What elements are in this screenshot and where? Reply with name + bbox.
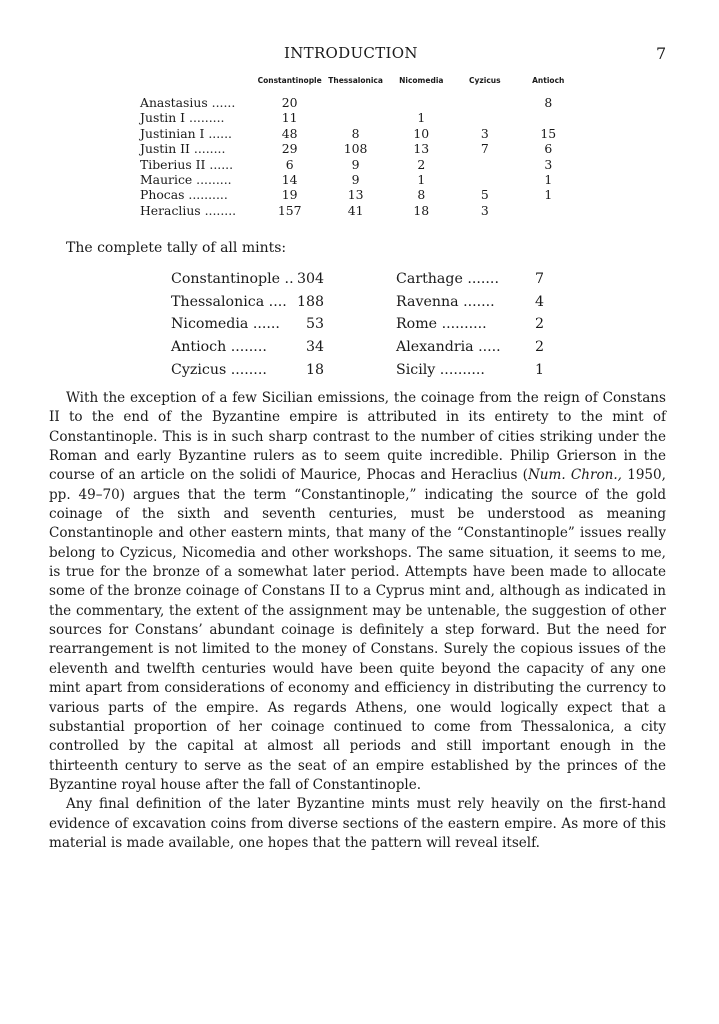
table-cell: 6	[285, 156, 294, 172]
table-cell: 13	[347, 187, 364, 203]
list-item	[396, 268, 544, 291]
mint-count: 304	[297, 271, 325, 288]
mint-count: 188	[297, 293, 325, 310]
mints-by-emperor-table	[140, 76, 580, 218]
table-cell: 20	[281, 95, 298, 110]
table-cell	[322, 110, 390, 125]
table-cell: 9	[351, 172, 360, 188]
running-head	[0, 44, 719, 64]
table-row	[140, 157, 580, 172]
mint-name: Thessalonica ....	[171, 293, 287, 310]
list-item	[171, 291, 324, 314]
table-row	[140, 141, 580, 156]
emperor-column-header	[140, 76, 258, 95]
mint-count: 2	[534, 316, 544, 333]
paragraph-text: 1950, pp. 49–70) argues that the term “Constantinople,” indicating the source of the gold coinage of the sixth and seventh centuries, must be understood as meaning Constantinople and other eastern mints, that many of the “Constantinople” issues really belong to Cyzicus, Nicomedia and other workshops. The same situation, it seems to me, is true for the bronze of a somewhat later period. Attempts have been made to allocate some of the bronze coinage of Constans II to a Cyprus mint and, although as indicated in the commentary, the extent of the assignment may be untenable, the suggestion of other sources for Constans’ abundant coinage is definitely a step forward. But the need for rearrangement is not limited to the money of Constans. Surely the copious issues of the eleventh and twelfth centuries would have been quite beyond the capacity of any one mint apart from considerations of economy and efficiency in distributing the currency to various parts of the empire. As regards Athens, one would logically expect that a substantial proportion of her coinage continued to come from Thessalonica, a city controlled by the capital at almost all periods and still important enough in the thirteenth century to serve as the seat of an empire established by the princes of the Byzantine royal house after the fall of Constantinople.	[49, 467, 666, 793]
column-header: Nicomedia	[399, 76, 444, 85]
mint-name: Nicomedia ......	[171, 316, 280, 333]
table-cell: 3	[544, 156, 553, 172]
mint-count: 2	[534, 339, 544, 356]
table-row	[140, 126, 580, 141]
table-cell	[389, 95, 453, 110]
table-cell: 9	[351, 156, 360, 172]
table-cell: 1	[544, 172, 553, 188]
emperor-name: Justin I .........	[140, 110, 225, 126]
emperor-name: Anastasius ......	[140, 95, 236, 110]
column-header: Constantinople	[257, 76, 322, 85]
table-row	[140, 172, 580, 187]
paragraph: Any final definition of the later Byzantine mints must rely heavily on the first-hand evidence of excavation coins from diverse sections of the eastern empire. As more of this material is made available, one hopes that the pattern will reveal itself.	[49, 796, 666, 851]
table-cell	[322, 95, 390, 110]
emperor-name: Heraclius ........	[140, 202, 237, 218]
table-cell: 8	[417, 187, 426, 203]
emperor-name: Phocas ..........	[140, 187, 228, 203]
tally-left-column	[171, 268, 324, 381]
table-cell	[453, 157, 516, 172]
list-item	[396, 313, 544, 336]
emperor-name: Justinian I ......	[140, 125, 232, 141]
mint-count: 1	[534, 361, 544, 378]
table-cell: 3	[480, 202, 489, 218]
paragraph-text: With the exception of a few Sicilian emissions, the coinage from the reign of Constans II to the end of the Byzantine empire is attributed in its entirety to the mint of Constantinople. This is in such sharp contrast to the number of cities striking under the Roman and early Byzantine rulers as to seem quite incredible. Philip Grierson in the course of an article on the solidi of Maurice, Phocas and Heraclius (	[49, 390, 666, 484]
page-number: 7	[656, 44, 667, 63]
mint-count: 18	[306, 361, 325, 378]
table-cell: 1	[544, 187, 553, 203]
table-cell: 1	[417, 110, 426, 126]
table-cell: 8	[544, 95, 553, 110]
table-cell: 41	[347, 202, 364, 218]
mint-name: Antioch ........	[171, 339, 267, 356]
list-item	[171, 358, 324, 381]
table-cell	[453, 110, 516, 125]
list-item	[171, 313, 324, 336]
mint-name: Ravenna .......	[396, 293, 495, 310]
list-item	[396, 336, 544, 359]
table-row	[140, 95, 580, 110]
table-cell: 8	[351, 125, 360, 141]
list-item	[396, 291, 544, 314]
table-cell: 3	[480, 125, 489, 141]
emperor-name: Justin II ........	[140, 141, 226, 157]
table-cell: 13	[413, 141, 430, 157]
table-cell: 29	[281, 141, 298, 157]
table-cell: 48	[281, 125, 298, 141]
list-item	[171, 336, 324, 359]
table-cell: 11	[281, 110, 298, 126]
column-header: Thessalonica	[328, 76, 383, 85]
tally-intro: The complete tally of all mints:	[66, 240, 287, 256]
emperor-name: Maurice .........	[140, 172, 232, 188]
table-cell: 14	[281, 172, 298, 188]
citation: Num. Chron.,	[527, 467, 622, 484]
table-cell: 10	[413, 125, 430, 141]
table-row	[140, 110, 580, 125]
table-cell: 19	[281, 187, 298, 203]
table-header-row	[140, 76, 580, 95]
table-cell	[517, 110, 580, 125]
mint-count: 7	[534, 271, 544, 288]
list-item	[396, 358, 544, 381]
mint-name: Constantinople ..	[171, 271, 294, 288]
table-cell: 6	[544, 141, 553, 157]
table-cell	[517, 203, 580, 218]
paragraph	[49, 389, 666, 795]
mint-count: 34	[306, 339, 325, 356]
table-cell: 5	[480, 187, 489, 203]
table-cell: 7	[480, 141, 489, 157]
tally-right-column	[396, 268, 544, 381]
table-cell: 157	[277, 202, 302, 218]
mint-name: Alexandria .....	[396, 339, 501, 356]
mint-count: 4	[534, 293, 544, 310]
table-cell: 18	[413, 202, 430, 218]
mint-name: Sicily ..........	[396, 361, 485, 378]
table-row	[140, 203, 580, 218]
table-row	[140, 187, 580, 202]
table-cell	[453, 95, 516, 110]
mint-count: 53	[306, 316, 325, 333]
mint-name: Rome ..........	[396, 316, 487, 333]
table-cell: 108	[343, 141, 368, 157]
column-header: Cyzicus	[469, 76, 501, 85]
table-cell: 2	[417, 156, 426, 172]
table-cell: 1	[417, 172, 426, 188]
emperor-name: Tiberius II ......	[140, 156, 234, 172]
column-header: Antioch	[532, 76, 565, 85]
list-item	[171, 268, 324, 291]
mint-name: Cyzicus ........	[171, 361, 267, 378]
mint-name: Carthage .......	[396, 271, 499, 288]
running-title: INTRODUCTION	[284, 44, 418, 62]
body-text	[49, 389, 666, 853]
table-cell	[453, 172, 516, 187]
table-cell: 15	[540, 125, 557, 141]
